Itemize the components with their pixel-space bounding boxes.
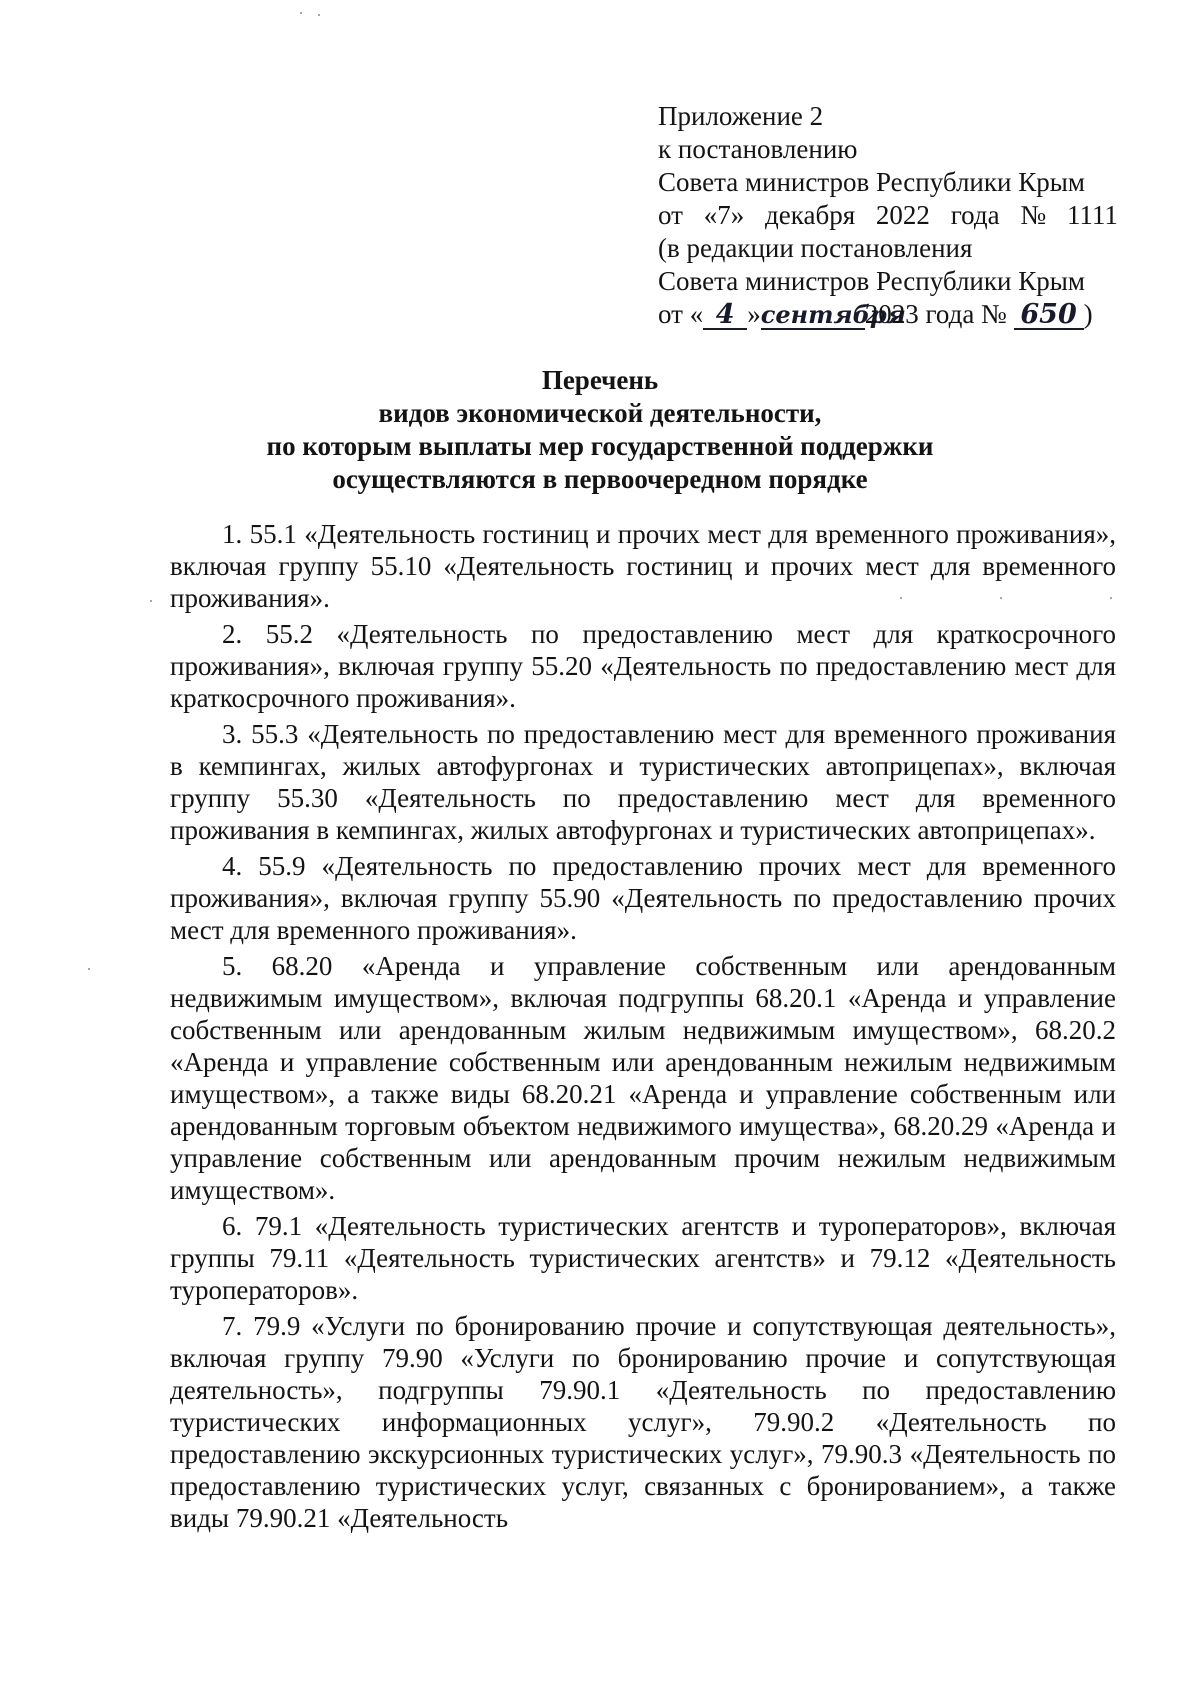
appendix-line: (в редакции постановления: [658, 233, 973, 263]
title-line: осуществляются в первоочередном порядке: [332, 464, 868, 494]
appendix-header: [658, 100, 1118, 331]
list-item: 3. 55.3 «Деятельность по предоставлению мест для временного проживания в кемпингах, жилых автофургонах и туристических автоприцепах», включая группу 55.30 «Деятельность по предоставлению мест для временного проживания в кемпингах, жилых автофургонах и туристических автоприцепах».: [170, 719, 1116, 845]
scan-speck: [318, 14, 320, 16]
appendix-line: к постановлению: [658, 134, 858, 164]
title-line: видов экономической деятельности,: [378, 398, 822, 428]
appendix-line: Совета министров Республики Крым: [658, 167, 1085, 197]
date-word: декабря: [765, 200, 856, 230]
date-word: «7»: [703, 200, 745, 230]
handwritten-month: сентября: [760, 300, 906, 329]
title-line: Перечень: [541, 365, 659, 395]
amended-middle: »: [747, 299, 761, 329]
date-word: года: [950, 200, 1000, 230]
appendix-line: Совета министров Республики Крым: [658, 266, 1085, 296]
list-item: 2. 55.2 «Деятельность по предоставлению мест для краткосрочного проживания», включая группу 55.20 «Деятельность по предоставлению мест для краткосрочного проживания».: [170, 619, 1116, 713]
scan-speck: [150, 600, 152, 602]
scan-speck: [1000, 597, 1002, 599]
date-word: 2022: [875, 200, 930, 230]
scan-speck: [88, 968, 90, 970]
list-item: 4. 55.9 «Деятельность по предоставлению прочих мест для временного проживания», включая группу 55.90 «Деятельность по предоставлению прочих мест для временного проживания».: [170, 851, 1116, 945]
appendix-amended-date: [658, 298, 1118, 331]
handwritten-number: 650: [1014, 302, 1084, 330]
document-title: [150, 364, 1050, 496]
list-item: 7. 79.9 «Услуги по бронированию прочие и сопутствующая деятельность», включая группу 79.90 «Услуги по бронированию прочие и сопутствующая деятельность», подгруппы 79.90.1 «Деятельность по предоставлению туристических информационных услуг», 79.90.2 «Деятельность по предоставлению экскурсионных туристических услуг», 79.90.3 «Деятельность по предоставлению туристических услуг, связанных с бронированием», а также виды 79.90.21 «Деятельность: [170, 1311, 1116, 1533]
scan-speck: [900, 597, 902, 599]
scan-speck: [300, 12, 302, 14]
date-word: от: [658, 200, 683, 230]
appendix-line: Приложение 2: [658, 101, 824, 131]
handwritten-day: 4: [703, 302, 747, 330]
appendix-date-line: [658, 199, 1118, 232]
title-line: по которым выплаты мер государственной поддержки: [266, 431, 934, 461]
list-item: 5. 68.20 «Аренда и управление собственным или арендованным недвижимым имуществом», включая подгруппы 68.20.1 «Аренда и управление собственным или арендованным жилым недвижимым имуществом», 68.20.2 «Аренда и управление собственным или арендованным нежилым недвижимым имуществом», а также виды 68.20.21 «Аренда и управление собственным или арендованным торговым объектом недвижимого имущества», 68.20.29 «Аренда и управление собственным или арендованным прочим нежилым недвижимым имуществом».: [170, 951, 1116, 1205]
amended-year: 2023 года №: [864, 299, 1007, 329]
list-item: 6. 79.1 «Деятельность туристических агентств и туроператоров», включая группы 79.11 «Деятельность туристических агентств» и 79.12 «Деятельность туроператоров».: [170, 1211, 1116, 1305]
activity-list: [170, 518, 1116, 1538]
scan-speck: [1110, 597, 1112, 599]
amended-prefix: от «: [658, 299, 704, 329]
date-word: №: [1020, 200, 1047, 230]
list-item: 1. 55.1 «Деятельность гостиниц и прочих мест для временного проживания», включая группу 55.10 «Деятельность гостиниц и прочих мест для временного проживания».: [170, 519, 1116, 613]
date-word: 1111: [1066, 200, 1118, 230]
amended-close: ): [1083, 299, 1093, 329]
